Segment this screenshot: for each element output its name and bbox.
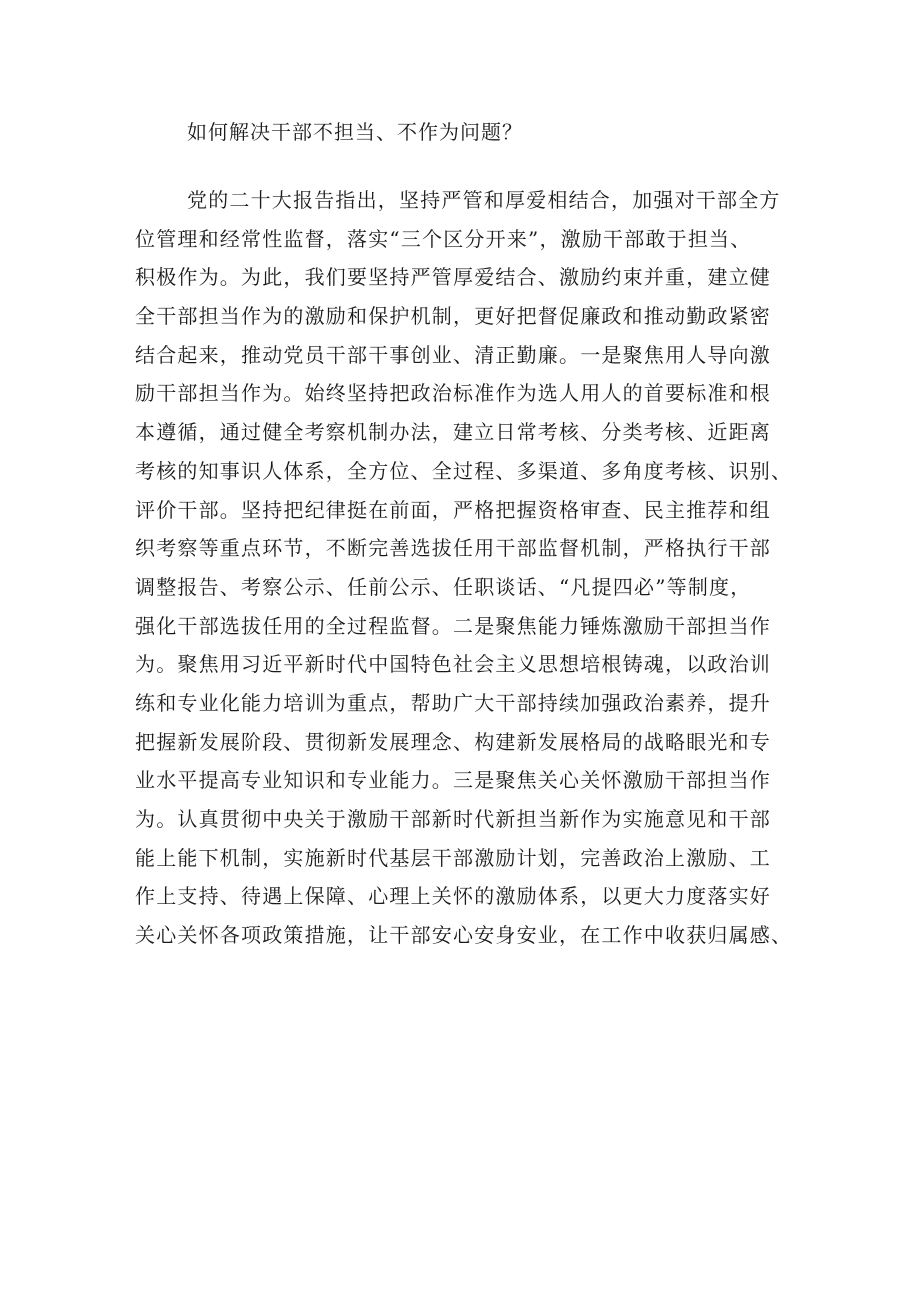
paragraph-line: 把握新发展阶段、贯彻新发展理念、构建新发展格局的战略眼光和专 [135, 729, 771, 754]
paragraph-line: 能上能下机制，实施新时代基层干部激励计划，完善政治上激励、工 [135, 845, 771, 870]
paragraph-line: 评价干部。坚持把纪律挺在前面，严格把握资格审查、民主推荐和组 [135, 497, 771, 522]
paragraph-line: 全干部担当作为的激励和保护机制，更好把督促廉政和推动勤政紧密 [135, 304, 771, 329]
paragraph-line: 结合起来，推动党员干部干事创业、清正勤廉。一是聚焦用人导向激 [135, 342, 771, 367]
paragraph-line: 为。认真贯彻中央关于激励干部新时代新担当新作为实施意见和干部 [135, 807, 771, 831]
paragraph-line: 关心关怀各项政策措施，让干部安心安身安业，在工作中收获归属感、 [135, 923, 793, 948]
paragraph-line: 作上支持、待遇上保障、心理上关怀的激励体系，以更大力度落实好 [135, 884, 771, 909]
paragraph-line: 考核的知事识人体系，全方位、全过程、多渠道、多角度考核、识别、 [135, 458, 793, 483]
paragraph-line: 励干部担当作为。始终坚持把政治标准作为选人用人的首要标准和根 [135, 381, 771, 406]
paragraph-line: 强化干部选拔任用的全过程监督。二是聚焦能力锤炼激励干部担当作 [135, 613, 771, 638]
paragraph-line: 调整报告、考察公示、任前公示、任职谈话、“凡提四必”等制度， [135, 574, 752, 599]
document-title: 如何解决干部不担当、不作为问题？ [187, 120, 523, 144]
paragraph-line: 织考察等重点环节，不断完善选拔任用干部监督机制，严格执行干部 [135, 536, 771, 561]
paragraph-line: 积极作为。为此，我们要坚持严管厚爱结合、激励约束并重，建立健 [135, 265, 771, 290]
paragraph-line: 业水平提高专业知识和专业能力。三是聚焦关心关怀激励干部担当作 [135, 768, 771, 793]
paragraph-line: 为。聚焦用习近平新时代中国特色社会主义思想培根铸魂，以政治训 [135, 652, 771, 677]
paragraph-line: 位管理和经常性监督，落实“三个区分开来”，激励干部敢于担当、 [135, 226, 752, 251]
paragraph-line: 党的二十大报告指出，坚持严管和厚爱相结合，加强对干部全方 [187, 188, 781, 212]
paragraph-line: 本遵循，通过健全考察机制办法，建立日常考核、分类考核、近距离 [135, 420, 771, 445]
paragraph-line: 练和专业化能力培训为重点，帮助广大干部持续加强政治素养，提升 [135, 690, 771, 715]
body-paragraph [135, 181, 805, 955]
